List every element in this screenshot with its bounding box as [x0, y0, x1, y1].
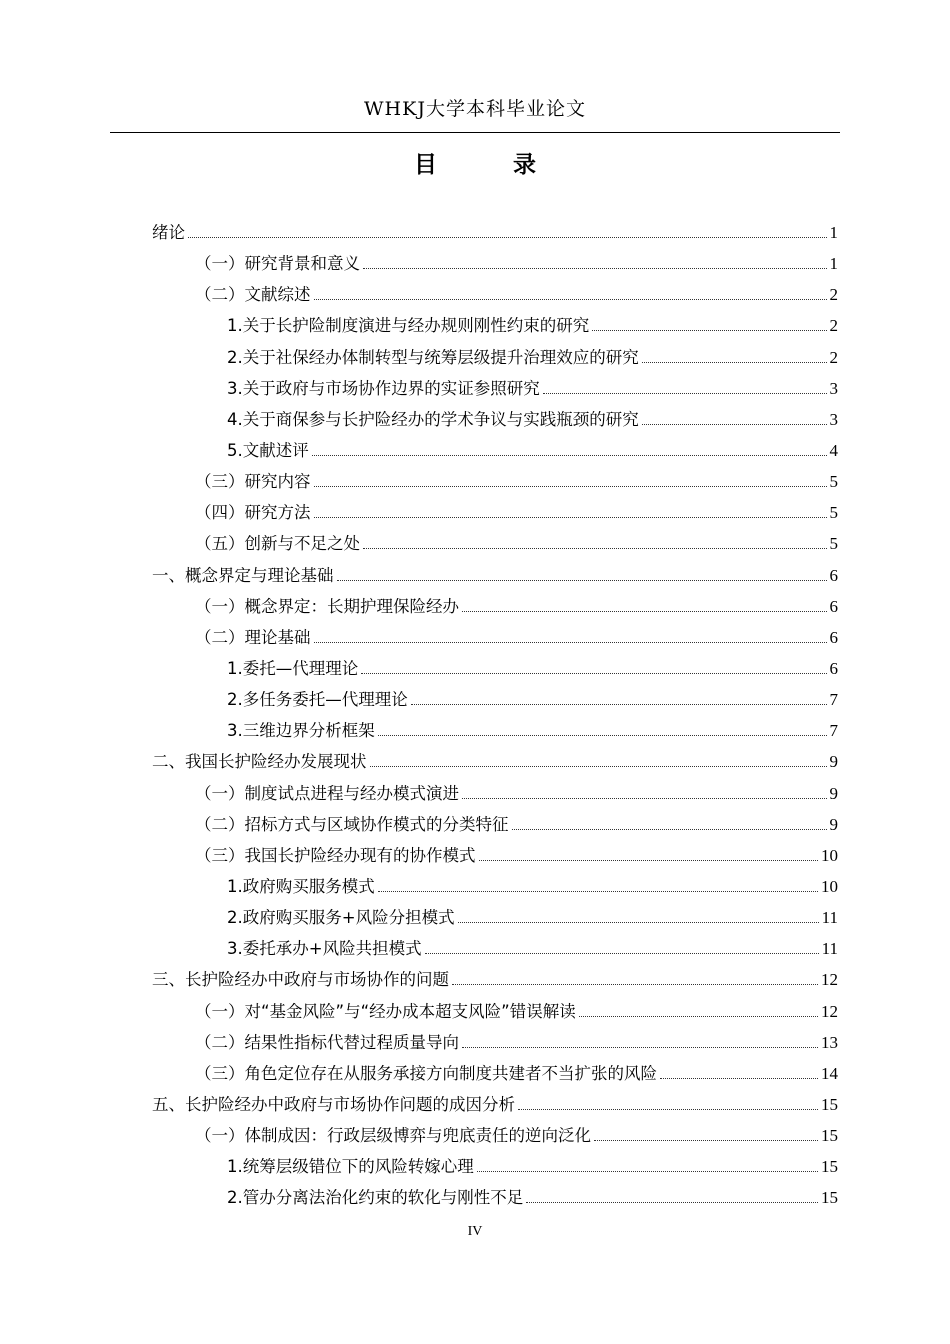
toc-entry-page: 15: [821, 1157, 838, 1177]
toc-entry[interactable]: [152, 873, 838, 904]
toc-dot-leader: [526, 1202, 818, 1203]
toc-dot-leader: [592, 330, 826, 331]
toc-dot-leader: [361, 673, 826, 674]
toc-entry-page: 11: [821, 908, 838, 928]
toc-entry[interactable]: [152, 624, 838, 655]
toc-entry[interactable]: [152, 1122, 838, 1153]
toc-dot-leader: [642, 424, 827, 425]
toc-dot-leader: [312, 455, 827, 456]
toc-entry-page: 5: [829, 534, 838, 554]
toc-entry-page: 1: [829, 223, 838, 242]
toc-entry-label: （一）概念界定：长期护理保险经办: [195, 596, 459, 616]
toc-entry-page: 2: [829, 285, 838, 305]
toc-entry[interactable]: [152, 250, 838, 281]
page-header: WHKJ大学本科毕业论文: [364, 98, 586, 120]
toc-entry-page: 1: [829, 254, 838, 274]
toc-entry-label: 2.多任务委托—代理理论: [227, 690, 408, 710]
toc-entry-page: 6: [829, 565, 838, 585]
toc-entry-label: （二）结果性指标代替过程质量导向: [195, 1032, 459, 1052]
toc-entry-label: （二）理论基础: [195, 627, 311, 647]
toc-entry-page: 7: [829, 721, 838, 741]
toc-entry-label: （二）招标方式与区域协作模式的分类特征: [195, 814, 509, 834]
toc-dot-leader: [462, 611, 827, 612]
toc-entry-page: 6: [829, 658, 838, 678]
toc-entry-page: 14: [821, 1063, 838, 1083]
toc-dot-leader: [512, 829, 827, 830]
toc-dot-leader: [579, 1016, 818, 1017]
toc-entry[interactable]: [152, 312, 838, 343]
toc-entry-page: 9: [829, 752, 838, 772]
toc-entry[interactable]: [152, 904, 838, 935]
toc-entry-page: 5: [829, 472, 838, 492]
toc-dot-leader: [378, 735, 827, 736]
toc-entry-label: 2.政府购买服务+风险分担模式: [227, 908, 455, 928]
toc-entry[interactable]: [152, 593, 838, 624]
toc-entry-label: 绪论: [152, 223, 185, 242]
toc-dot-leader: [462, 798, 827, 799]
toc-dot-leader: [642, 362, 827, 363]
toc-entry-label: 3.三维边界分析框架: [227, 721, 375, 741]
toc-entry-label: 三、长护险经办中政府与市场协作的问题: [152, 970, 449, 990]
toc-entry-label: 4.关于商保参与长护险经办的学术争议与实践瓶颈的研究: [227, 409, 639, 429]
toc-entry[interactable]: [152, 1029, 838, 1060]
toc-dot-leader: [425, 953, 819, 954]
toc-dot-leader: [363, 548, 827, 549]
toc-entry-page: 15: [821, 1188, 838, 1208]
toc-dot-leader: [452, 984, 818, 985]
toc-entry[interactable]: [152, 935, 838, 966]
toc-dot-leader: [660, 1078, 818, 1079]
toc-entry-page: 13: [821, 1032, 838, 1052]
toc-dot-leader: [370, 766, 827, 767]
toc-entry-label: 二、我国长护险经办发展现状: [152, 752, 367, 772]
toc-dot-leader: [188, 237, 827, 238]
toc-entry[interactable]: [152, 1060, 838, 1091]
toc-entry-label: （一）制度试点进程与经办模式演进: [195, 783, 459, 803]
toc-entry-page: 6: [829, 627, 838, 647]
toc-dot-leader: [594, 1140, 818, 1141]
toc-entry-label: 3.委托承办+风险共担模式: [227, 939, 422, 959]
toc-entry[interactable]: [152, 998, 838, 1029]
toc-entry-label: （一）研究背景和意义: [195, 254, 360, 274]
toc-entry-label: （二）文献综述: [195, 285, 311, 305]
toc-entry-label: （五）创新与不足之处: [195, 534, 360, 554]
toc-entry-page: 2: [829, 347, 838, 367]
toc-dot-leader: [479, 860, 819, 861]
toc-entry-page: 4: [829, 440, 838, 460]
toc-dot-leader: [462, 1047, 818, 1048]
toc-entry[interactable]: [152, 281, 838, 312]
toc-entry[interactable]: [152, 686, 838, 717]
header-rule: [110, 132, 840, 133]
toc-entry-page: 9: [829, 814, 838, 834]
toc-entry[interactable]: [152, 344, 838, 375]
toc-dot-leader: [378, 891, 818, 892]
toc-entry-page: 12: [821, 1001, 838, 1021]
toc-entry[interactable]: [152, 966, 838, 997]
toc-entry-label: 五、长护险经办中政府与市场协作问题的成因分析: [152, 1094, 515, 1114]
toc-entry-page: 7: [829, 690, 838, 710]
toc-entry-label: 5.文献述评: [227, 440, 309, 460]
toc-entry-label: （三）研究内容: [195, 472, 311, 492]
toc-entry-page: 9: [829, 783, 838, 803]
toc-entry-page: 12: [821, 970, 838, 990]
toc-entry-label: 3.关于政府与市场协作边界的实证参照研究: [227, 378, 540, 398]
toc-entry-label: 2.管办分离法治化约束的软化与刚性不足: [227, 1188, 524, 1208]
toc-entry-label: （一）对“基金风险”与“经办成本超支风险”错误解读: [195, 1001, 576, 1021]
toc-entry-label: 1.关于长护险制度演进与经办规则刚性约束的研究: [227, 316, 590, 336]
toc-entry-page: 11: [821, 939, 838, 959]
toc-entry[interactable]: [152, 375, 838, 406]
page-number: IV: [467, 1224, 483, 1239]
toc-entry[interactable]: [152, 219, 838, 250]
toc-entry-label: 1.统筹层级错位下的风险转嫁心理: [227, 1157, 474, 1177]
toc-entry[interactable]: [152, 717, 838, 748]
toc-entry-label: 一、概念界定与理论基础: [152, 565, 334, 585]
toc-entry-page: 3: [829, 409, 838, 429]
toc-title: 目 录: [413, 151, 570, 178]
toc-dot-leader: [458, 922, 819, 923]
toc-entry[interactable]: [152, 468, 838, 499]
toc-entry-label: （三）角色定位存在从服务承接方向制度共建者不当扩张的风险: [195, 1063, 657, 1083]
toc-entry-page: 5: [829, 503, 838, 523]
toc-entry-label: 1.委托—代理理论: [227, 658, 359, 678]
toc-entry[interactable]: [152, 1153, 838, 1184]
toc-entry[interactable]: [152, 1091, 838, 1122]
toc-entry-label: 1.政府购买服务模式: [227, 876, 375, 896]
toc-entry-label: （一）体制成因：行政层级博弈与兜底责任的逆向泛化: [195, 1126, 591, 1146]
toc-dot-leader: [314, 486, 827, 487]
toc-entry-page: 15: [821, 1094, 838, 1114]
toc-entry-page: 2: [829, 316, 838, 336]
toc-entry-label: 2.关于社保经办体制转型与统筹层级提升治理效应的研究: [227, 347, 639, 367]
toc-dot-leader: [477, 1171, 818, 1172]
table-of-contents: [152, 219, 838, 1216]
toc-entry[interactable]: [152, 437, 838, 468]
toc-entry[interactable]: [152, 499, 838, 530]
toc-dot-leader: [314, 517, 827, 518]
toc-dot-leader: [411, 704, 827, 705]
toc-dot-leader: [518, 1109, 818, 1110]
toc-entry[interactable]: [152, 780, 838, 811]
toc-entry-page: 15: [821, 1126, 838, 1146]
toc-entry[interactable]: [152, 530, 838, 561]
toc-dot-leader: [363, 268, 827, 269]
toc-entry-page: 3: [829, 378, 838, 398]
toc-entry[interactable]: [152, 748, 838, 779]
toc-entry-label: （四）研究方法: [195, 503, 311, 523]
toc-dot-leader: [337, 580, 827, 581]
toc-dot-leader: [314, 299, 827, 300]
toc-dot-leader: [543, 393, 827, 394]
toc-entry[interactable]: [152, 1184, 838, 1215]
toc-entry[interactable]: [152, 655, 838, 686]
toc-entry[interactable]: [152, 811, 838, 842]
toc-entry-page: 6: [829, 596, 838, 616]
toc-entry-label: （三）我国长护险经办现有的协作模式: [195, 845, 476, 865]
toc-entry-page: 10: [821, 876, 838, 896]
toc-entry-page: 10: [821, 845, 838, 865]
toc-entry[interactable]: [152, 562, 838, 593]
toc-dot-leader: [314, 642, 827, 643]
toc-entry[interactable]: [152, 842, 838, 873]
toc-entry[interactable]: [152, 406, 838, 437]
